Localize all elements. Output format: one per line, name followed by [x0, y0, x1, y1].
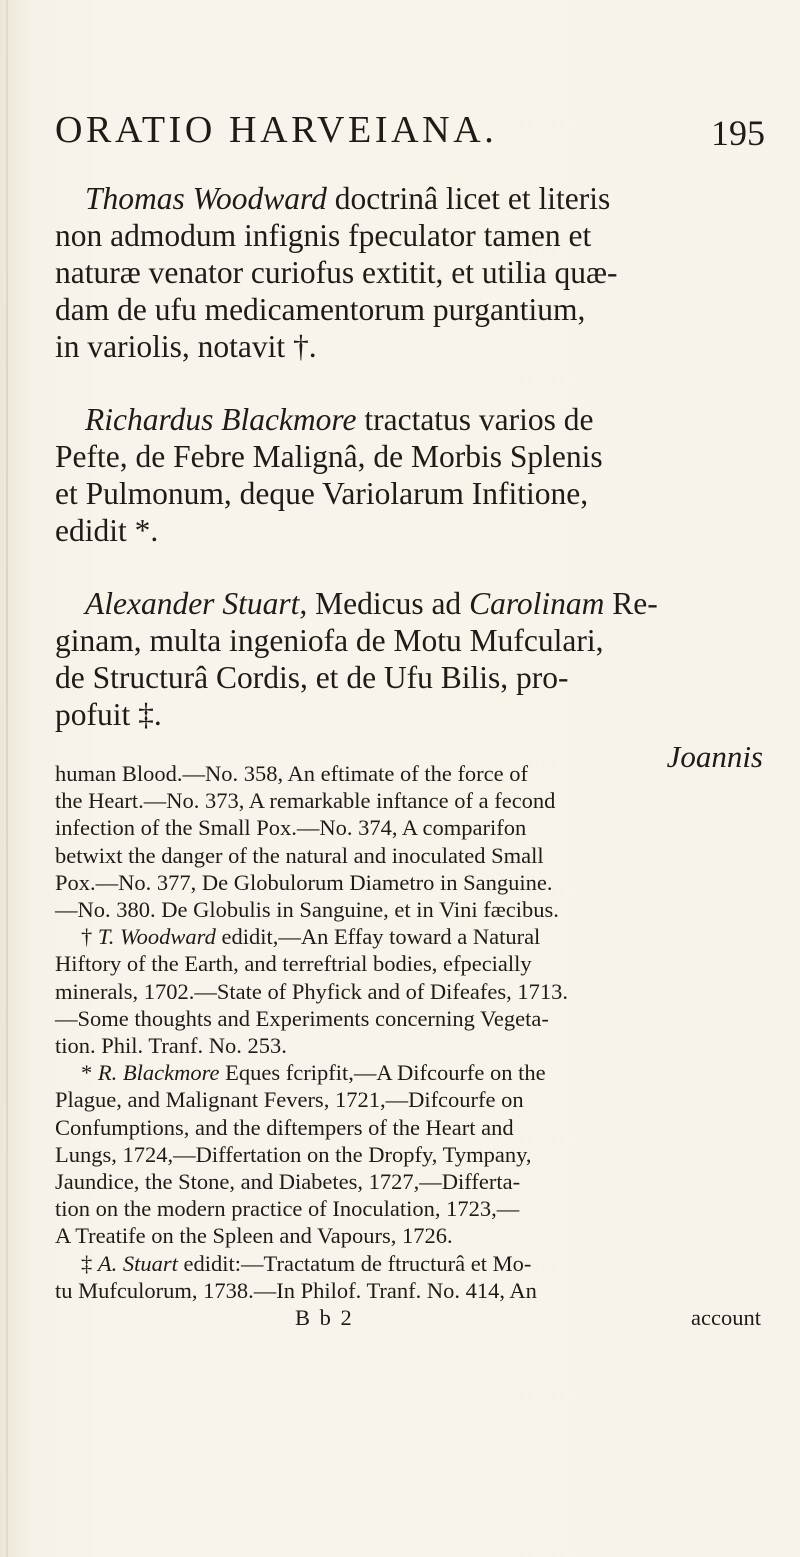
footnote-line: betwixt the danger of the natural and inoculated Small [55, 842, 544, 868]
text-line: pofuit ‡. [55, 697, 162, 732]
footnote-catchword: account [691, 1305, 761, 1331]
footnote-line: Lungs, 1724,—Differtation on the Dropfy, Tympany, [55, 1141, 532, 1167]
running-title: ORATIO HARVEIANA. [55, 109, 498, 151]
paragraph-woodward [55, 180, 775, 365]
footnote-line: the Heart.—No. 373, A remarkable inftance of a fecond [55, 788, 556, 814]
footnote-line: tu Mufculorum, 1738.—In Philof. Tranf. No. 414, An [55, 1277, 537, 1303]
footnote-line: tion. Phil. Tranf. No. 253. [55, 1033, 287, 1059]
footnote-author: A. Stuart [97, 1250, 178, 1276]
footnote-line: † T. Woodward edidit,—An Effay toward a Natural [81, 924, 541, 950]
footnote-line: infection of the Small Pox.—No. 374, A comparifon [55, 815, 527, 841]
text-line: in variolis, notavit †. [55, 329, 317, 364]
main-catchword: Joannis [666, 739, 763, 774]
footnote-line: human Blood.—No. 358, An eftimate of the force of [55, 761, 529, 786]
footnote-line: Jaundice, the Stone, and Diabetes, 1727,—Differta- [55, 1169, 521, 1195]
text-line: dam de ufu medicamentorum purgantium, [55, 292, 586, 327]
text-line: Alexander Stuart, Medicus ad Carolinam Re- [85, 586, 658, 621]
footnote-line: minerals, 1702.—State of Phyfick and of Difeafes, 1713. [55, 978, 569, 1004]
author-name: Alexander Stuart, [85, 586, 308, 621]
gutter-shadow [6, 0, 8, 1557]
signature-line [55, 1304, 765, 1332]
text-line: edidit *. [55, 513, 159, 548]
text-line: Richardus Blackmore tractatus varios de [85, 402, 594, 437]
footnote-line: A Treatife on the Spleen and Vapours, 1726. [55, 1223, 453, 1249]
footnote-mark: * [81, 1060, 98, 1086]
footnote-line: Confumptions, and the diftempers of the Heart and [55, 1114, 514, 1140]
footnote-line: ‡ A. Stuart edidit:—Tractatum de ftructurâ et Mo- [81, 1250, 532, 1276]
text-line: de Structurâ Cordis, et de Ufu Bilis, pro- [55, 660, 569, 695]
main-text [55, 180, 775, 775]
author-name: Richardus Blackmore [85, 402, 357, 437]
footnote-line: Hiftory of the Earth, and terreftrial bodies, efpecially [55, 951, 532, 977]
author-name: Thomas Woodward [85, 181, 327, 216]
text-line: naturæ venator curiofus extitit, et utilia quæ- [55, 255, 618, 290]
footnotes [55, 760, 765, 1332]
footnote-mark: ‡ [81, 1250, 98, 1276]
text-line: ginam, multa ingeniofa de Motu Mufculari, [55, 623, 604, 658]
footnote-author: T. Woodward [97, 924, 216, 950]
running-head [55, 108, 765, 158]
footnote-line: tion on the modern practice of Inoculation, 1723,— [55, 1196, 520, 1222]
footnote-line: Pox.—No. 377, De Globulorum Diametro in Sanguine. [55, 869, 553, 895]
paragraph-stuart [55, 585, 775, 733]
footnote-mark: † [81, 924, 98, 950]
text-line: Thomas Woodward doctrinâ licet et literis [85, 181, 611, 216]
text-line: Pefte, de Febre Malignâ, de Morbis Splenis [55, 439, 603, 474]
footnote-line: —Some thoughts and Experiments concerning Vegeta- [55, 1005, 549, 1031]
footnote-author: R. Blackmore [97, 1060, 220, 1086]
footnote-line: Plague, and Malignant Fevers, 1721,—Difcourfe on [55, 1087, 524, 1113]
page-number: 195 [711, 113, 765, 153]
text-line: et Pulmonum, deque Variolarum Infitione, [55, 476, 589, 511]
signature-mark: B b 2 [295, 1305, 354, 1331]
footnote-line: —No. 380. De Globulis in Sanguine, et in Vini fæcibus. [55, 897, 559, 923]
paragraph-blackmore [55, 401, 775, 549]
footnote-line: * R. Blackmore Eques fcripfit,—A Difcourfe on the [81, 1060, 546, 1086]
text-line: non admodum infignis fpeculator tamen et [55, 218, 592, 253]
